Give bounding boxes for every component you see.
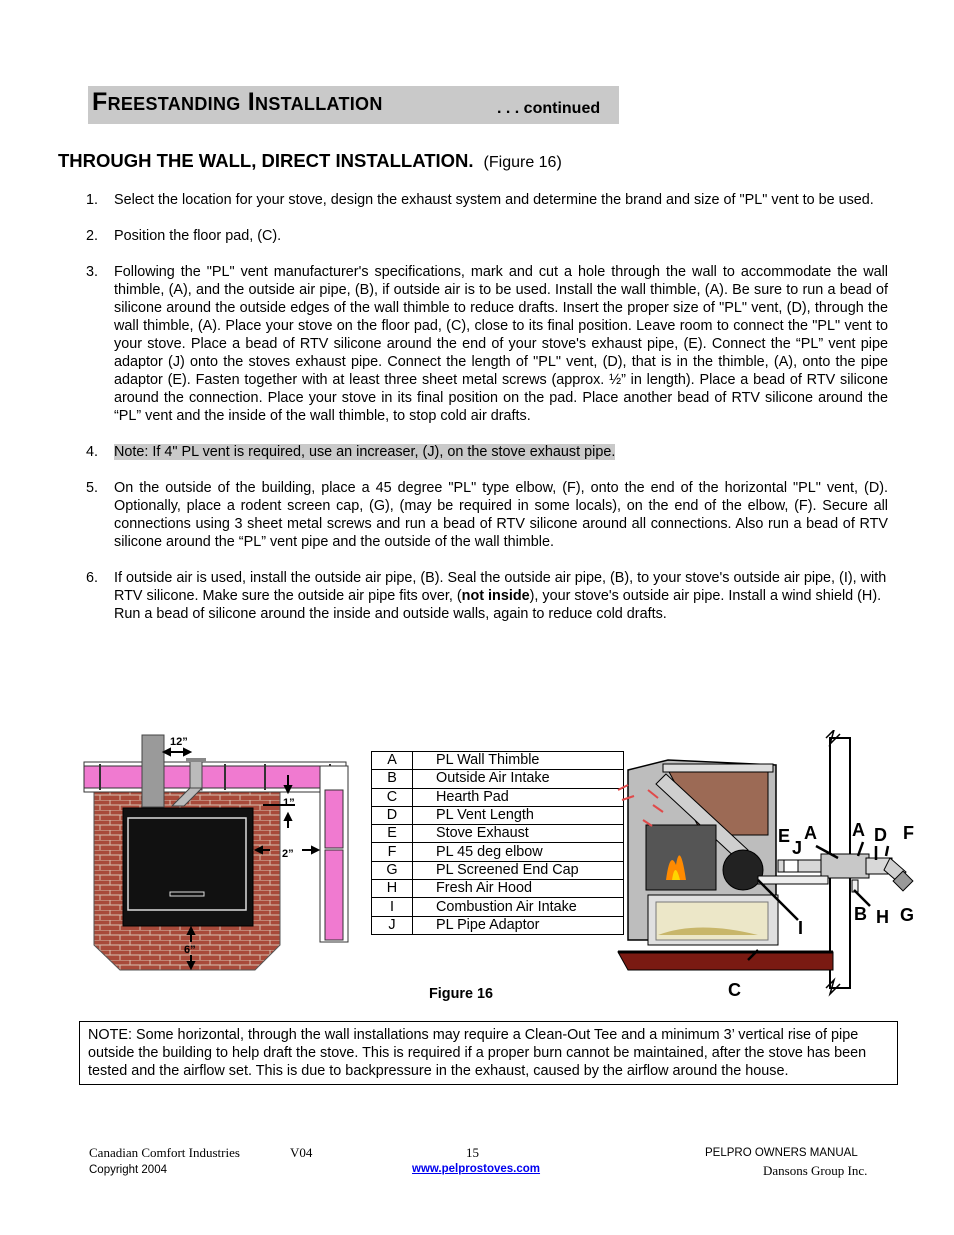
- legend-label: Stove Exhaust: [413, 825, 624, 843]
- legend-key: C: [372, 788, 413, 806]
- table-row: [372, 861, 624, 879]
- parts-legend-table: [371, 751, 624, 935]
- clearance-top-label: 12”: [170, 736, 188, 748]
- clearance-bottom-label: 6”: [184, 944, 196, 956]
- table-row: [372, 752, 624, 770]
- label-a: A: [804, 823, 817, 843]
- footer-group: Dansons Group Inc.: [763, 1163, 868, 1178]
- legend-label: Outside Air Intake: [413, 770, 624, 788]
- step-text-bold: not inside: [461, 588, 530, 604]
- website-link[interactable]: www.pelprostoves.com: [412, 1163, 541, 1175]
- step-number: 6.: [86, 570, 99, 586]
- table-row: [372, 770, 624, 788]
- step-number: 1.: [86, 192, 99, 208]
- vent-pipe: [142, 735, 164, 807]
- figure-reference: (Figure 16): [483, 154, 562, 171]
- table-row: [372, 788, 624, 806]
- page-number: 15: [466, 1145, 479, 1160]
- label-h: H: [876, 907, 889, 927]
- legend-label: PL 45 deg elbow: [413, 843, 624, 861]
- step-number: 5.: [86, 480, 99, 496]
- list-item: [86, 263, 888, 425]
- step-number: 3.: [86, 264, 99, 280]
- clearance-side-label: 1”: [283, 797, 295, 809]
- figure-caption: Figure 16: [429, 986, 493, 1002]
- label-a-wall: A: [852, 820, 865, 840]
- legend-key: H: [372, 880, 413, 898]
- section-title-text: THROUGH THE WALL, DIRECT INSTALLATION.: [58, 150, 474, 171]
- legend-key: I: [372, 898, 413, 916]
- step-text: If outside air is used, install the outside air pipe, (B). Seal the outside air pipe, (B), to your stove's outside air pipe, (I), with RTV silicone. Make sure the outside air pipe fits over, (: [114, 570, 887, 604]
- table-row: [372, 806, 624, 824]
- legend-label: PL Vent Length: [413, 806, 624, 824]
- legend-key: F: [372, 843, 413, 861]
- continued-label: . . . continued: [497, 100, 601, 117]
- legend-label: Hearth Pad: [413, 788, 624, 806]
- footer-company: Canadian Comfort Industries: [89, 1145, 240, 1160]
- table-row: [372, 825, 624, 843]
- stove-front: [123, 808, 253, 926]
- table-row: [372, 843, 624, 861]
- list-item: [86, 227, 888, 245]
- legend-key: D: [372, 806, 413, 824]
- wall-thimble: [821, 854, 869, 878]
- step-text-highlighted: Note: If 4" PL vent is required, use an increaser, (J), on the stove exhaust pipe.: [114, 444, 616, 460]
- step-number: 2.: [86, 228, 99, 244]
- step-text: ), your stove's outside air pipe. Install a wind shield (H). Run a bead of silicone around the inside and outside walls, again to reduce cold drafts.: [114, 588, 882, 622]
- legend-key: E: [372, 825, 413, 843]
- step-number: 4.: [86, 444, 99, 460]
- label-j: J: [792, 838, 803, 858]
- footer-version: V04: [290, 1145, 313, 1160]
- ceiling-insulation: [84, 764, 346, 790]
- label-b: B: [854, 904, 867, 924]
- page-title: Freestanding Installation: [92, 88, 383, 116]
- clearance-diagram: [80, 730, 360, 975]
- note-box: NOTE: Some horizontal, through the wall installations may require a Clean-Out Tee and a minimum 3’ vertical rise of pipe outside the building to help draft the stove. This is required if a proper burn cannot be maintained, after the stove has been tested and the airflow set. This is due to backpressure in the exhaust, caused by the airflow around the house.: [79, 1021, 898, 1085]
- label-d: D: [874, 825, 887, 845]
- legend-key: B: [372, 770, 413, 788]
- instruction-list: [86, 191, 888, 641]
- footer-copyright: Copyright 2004: [89, 1164, 167, 1176]
- legend-label: PL Pipe Adaptor: [413, 916, 624, 934]
- step-text: Select the location for your stove, design the exhaust system and determine the brand and size of "PL" vent to be used.: [114, 192, 874, 208]
- section-title: [58, 150, 562, 172]
- legend-label: Combustion Air Intake: [413, 898, 624, 916]
- legend-key: G: [372, 861, 413, 879]
- step-text: Position the floor pad, (C).: [114, 228, 282, 244]
- label-i: I: [798, 918, 804, 938]
- legend-key: J: [372, 916, 413, 934]
- list-item: [86, 191, 888, 209]
- footer-manual: PELPRO OWNERS MANUAL: [705, 1147, 858, 1159]
- legend-key: A: [372, 752, 413, 770]
- legend-label: PL Screened End Cap: [413, 861, 624, 879]
- legend-label: PL Wall Thimble: [413, 752, 624, 770]
- table-row: [372, 898, 624, 916]
- label-f: F: [903, 823, 914, 843]
- legend-label: Fresh Air Hood: [413, 880, 624, 898]
- table-row: [372, 916, 624, 934]
- step-text: Following the "PL" vent manufacturer's specifications, mark and cut a hole through the wall to accommodate the wall thimble, (A), and the outside air pipe, (B), if outside air is to be used. Install the wall thimble, (A). Be sure to run a bead of silicone around the outside edges of the wall thimble to reduce drafts. Insert the proper size of "PL" vent, (D), through the wall thimble, (A). Place your stove on the floor pad, (C), close to its final position. Leave room to connect the "PL" vent to your stove. Place a bead of RTV silicone around the end of your stove's exhaust pipe, (E). Connect the “PL” vent pipe adaptor (J) onto the stoves exhaust pipe. Connect the length of "PL" vent, (D), that is in the thimble, (A), onto the pipe adaptor (E). Fasten together with at least three sheet metal screws (approx. ½” in length). Place a bead of RTV silicone around the connection. Place your stove in its final position on the pad. Place another bead of RTV silicone around the “PL” vent and the inside of the wall thimble, to stop cold air drafts.: [114, 264, 888, 424]
- installation-diagram: [608, 730, 928, 1000]
- hearth-pad: [618, 952, 833, 970]
- clearance-back-label: 2”: [282, 848, 294, 860]
- table-row: [372, 880, 624, 898]
- label-e: E: [778, 826, 791, 846]
- list-item: [86, 443, 888, 461]
- step-text: On the outside of the building, place a 45 degree "PL" type elbow, (F), onto the end of the horizontal "PL" vent, (D). Optionally, place a rodent screen cap, (G), (may be required in some locals), on the end of the elbow, (F). Secure all connections using 3 sheet metal screws and run a bead of RTV silicone around all connections. Also run a bead of RTV silicone around the “PL” vent pipe and the outside of the wall thimble.: [114, 480, 888, 550]
- list-item: [86, 479, 888, 551]
- label-c: C: [728, 980, 741, 1000]
- label-g: G: [900, 905, 915, 925]
- list-item: [86, 569, 888, 623]
